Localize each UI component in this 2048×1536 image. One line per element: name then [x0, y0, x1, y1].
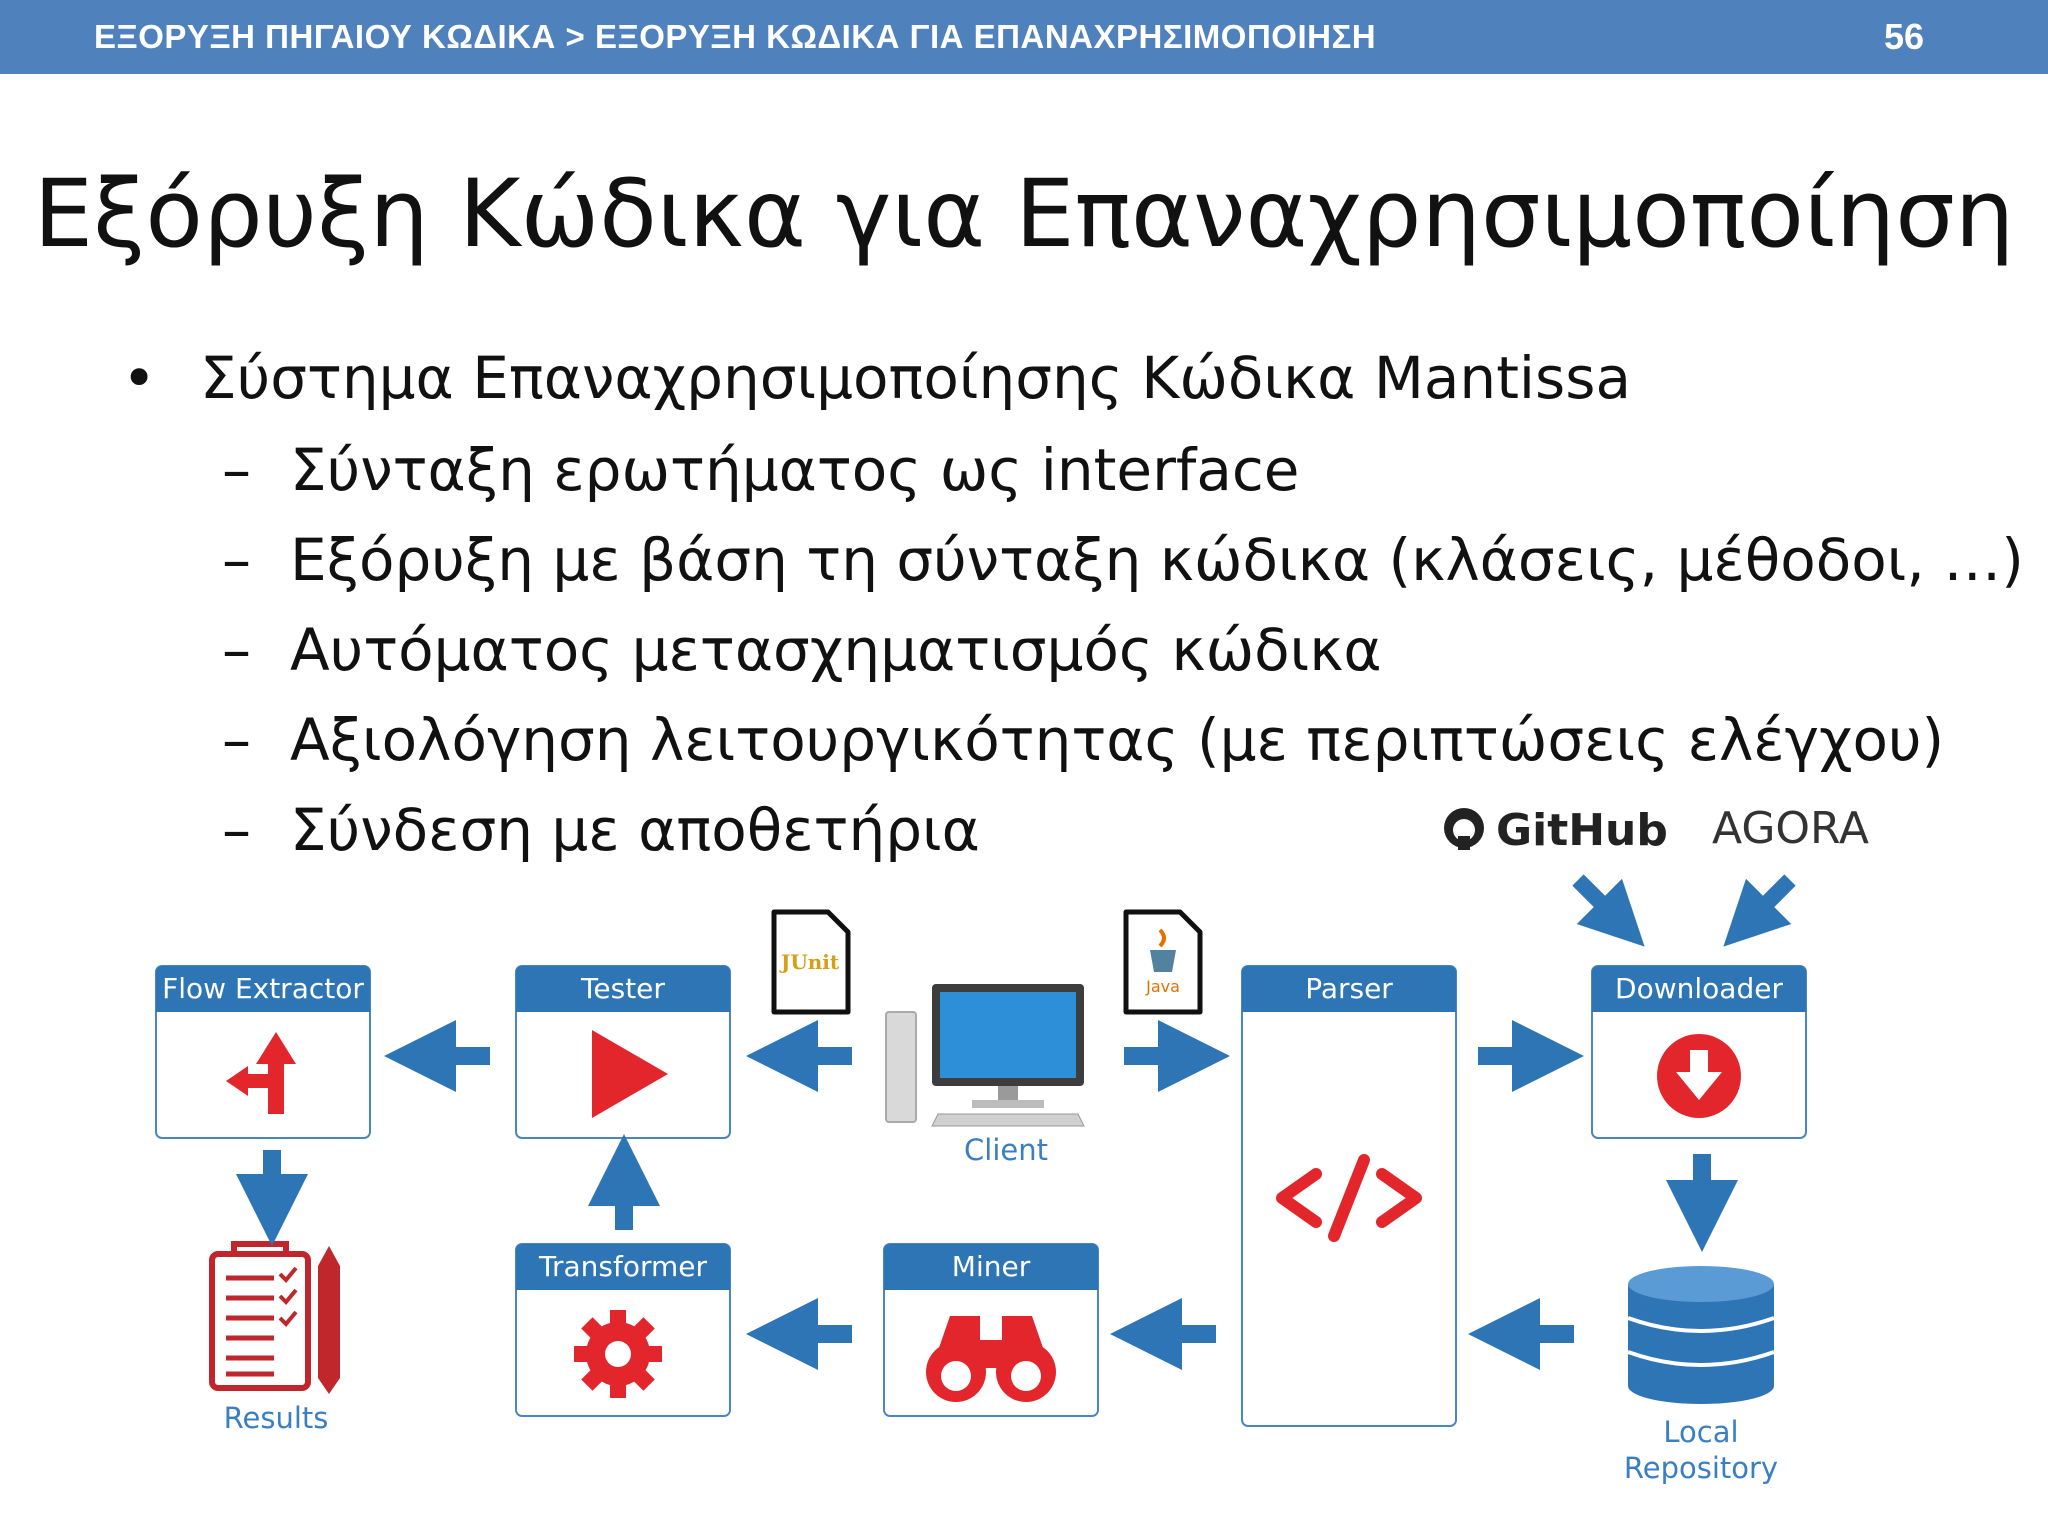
java-label: Java	[1146, 977, 1180, 996]
arrow-agora-to-downloader	[1746, 880, 1790, 924]
bullet-marker: •	[122, 344, 157, 412]
parser-label: Parser	[1305, 972, 1393, 1005]
dash-marker: –	[222, 526, 251, 594]
junit-label: JUnit	[780, 950, 840, 974]
downloader-box	[1592, 966, 1806, 1138]
dash-marker: –	[222, 706, 251, 774]
gear-icon	[574, 1310, 662, 1398]
page-number: 56	[1883, 16, 1924, 57]
dash-marker: –	[222, 796, 251, 864]
java-file-icon	[1126, 912, 1200, 1012]
checklist-icon	[212, 1244, 340, 1394]
flow-extractor-box	[156, 966, 370, 1138]
miner-label: Miner	[951, 1250, 1031, 1283]
github-logo	[1444, 805, 1668, 856]
subitem-text: Αυτόματος μετασχηματισμός κώδικα	[290, 616, 1382, 684]
subitem-text: Σύνδεση με αποθετήρια	[290, 796, 980, 864]
transformer-label: Transformer	[538, 1250, 708, 1283]
transformer-box	[516, 1244, 730, 1416]
arrow-github-to-downloader	[1578, 880, 1622, 924]
agora-logo: AGORA	[1712, 803, 1869, 854]
results-caption: Results	[223, 1401, 329, 1435]
breadcrumb: ΕΞΟΡΥΞΗ ΠΗΓΑΙΟΥ ΚΩΔΙΚΑ > ΕΞΟΡΥΞΗ ΚΩΔΙΚΑ ΓΙΑ ΕΠΑΝΑΧΡΗΣΙΜΟΠΟΙΗΣΗ	[94, 18, 1377, 55]
download-icon	[1657, 1034, 1741, 1118]
github-text: GitHub	[1496, 805, 1668, 856]
slide-title: Εξόρυξη Κώδικα για Επαναχρησιμοποίηση	[33, 160, 2015, 269]
github-icon	[1444, 808, 1484, 850]
tester-label: Tester	[581, 972, 665, 1005]
local-repository-caption-line1: Local	[1663, 1415, 1739, 1449]
flow-extractor-label: Flow Extractor	[162, 972, 364, 1005]
subitem-text: Αξιολόγηση λειτουργικότητας (με περιπτώσεις ελέγχου)	[290, 706, 1945, 774]
dash-marker: –	[222, 436, 251, 504]
database-icon	[1628, 1266, 1774, 1404]
bullet-text: Σύστημα Επαναχρησιμοποίησης Κώδικα Mantissa	[200, 344, 1632, 412]
local-repository-caption-line2: Repository	[1623, 1451, 1779, 1485]
downloader-label: Downloader	[1615, 972, 1783, 1005]
tester-box	[516, 966, 730, 1138]
dash-marker: –	[222, 616, 251, 684]
subitem-text: Εξόρυξη με βάση τη σύνταξη κώδικα (κλάσεις, μέθοδοι, …)	[290, 526, 2024, 594]
subitem-text: Σύνταξη ερωτήματος ως interface	[290, 436, 1300, 504]
miner-box	[884, 1244, 1098, 1416]
junit-file-icon	[774, 912, 848, 1012]
computer-icon	[886, 984, 1084, 1126]
parser-box	[1242, 966, 1456, 1426]
client-caption: Client	[964, 1133, 1048, 1167]
